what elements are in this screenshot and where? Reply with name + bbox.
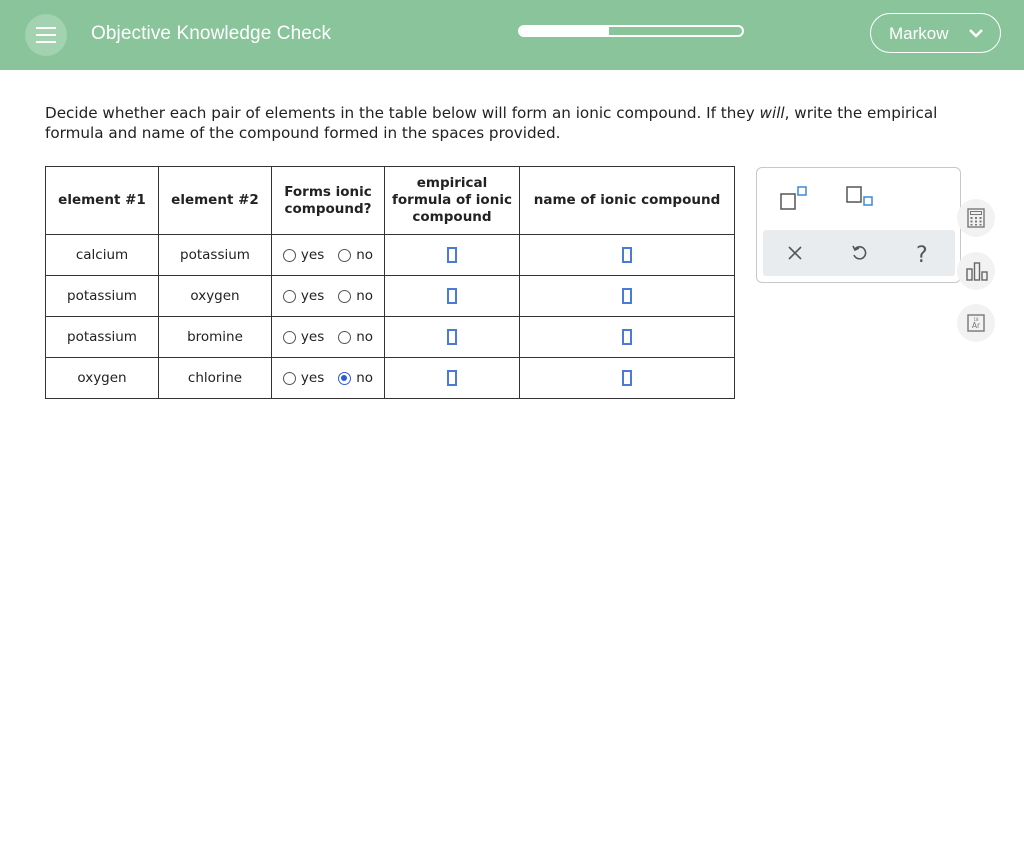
header-forms-line1: Forms ionic (284, 183, 372, 200)
yes-label[interactable]: yes (300, 247, 325, 263)
header-forms-line2: compound? (284, 200, 372, 217)
periodic-number: 18 (973, 317, 979, 322)
formula-cell (385, 235, 520, 276)
table-row (46, 276, 735, 317)
superscript-icon[interactable] (779, 186, 811, 212)
answer-table (45, 166, 735, 399)
forms-ionic-cell (272, 276, 385, 317)
element-1-cell: calcium (46, 235, 159, 276)
header-empirical-formula (385, 167, 520, 235)
yes-label[interactable]: yes (300, 288, 325, 304)
instructions-emphasis: will (759, 104, 785, 122)
question-instructions (45, 104, 990, 143)
compound-name-cell (520, 276, 735, 317)
formula-input[interactable] (447, 247, 457, 263)
answer-tools-palette (756, 167, 961, 283)
header-element-2: element #2 (159, 167, 272, 235)
formula-cell (385, 317, 520, 358)
compound-name-input[interactable] (622, 329, 632, 345)
compound-name-cell (520, 235, 735, 276)
no-radio[interactable] (338, 331, 351, 344)
progress-fill (520, 27, 609, 35)
help-icon (913, 243, 933, 267)
header-element-1: element #1 (46, 167, 159, 235)
clear-icon (785, 243, 805, 263)
hamburger-icon-line (36, 41, 56, 43)
compound-name-input[interactable] (622, 288, 632, 304)
yes-label[interactable]: yes (300, 370, 325, 386)
hamburger-icon-line (36, 27, 56, 29)
header-forms-ionic (272, 167, 385, 235)
periodic-table-button[interactable] (957, 304, 995, 342)
bar-chart-icon (966, 261, 988, 281)
yes-radio[interactable] (283, 372, 296, 385)
no-radio[interactable] (338, 290, 351, 303)
table-row (46, 317, 735, 358)
no-radio[interactable] (338, 249, 351, 262)
subscript-icon[interactable] (845, 186, 877, 212)
no-label[interactable]: no (356, 329, 374, 345)
element-2-cell: potassium (159, 235, 272, 276)
formula-input[interactable] (447, 329, 457, 345)
header-compound-name: name of ionic compound (520, 167, 735, 235)
element-2-cell: oxygen (159, 276, 272, 317)
chevron-down-icon (968, 28, 984, 39)
header-formula-line3: compound (412, 209, 492, 225)
element-1-cell: potassium (46, 276, 159, 317)
instructions-text: Decide whether each pair of elements in the table below will form an ionic compound. If they (45, 104, 760, 122)
calculator-icon (966, 208, 986, 228)
no-label[interactable]: no (356, 288, 374, 304)
user-name: Markow (889, 24, 949, 43)
progress-bar (518, 25, 744, 37)
palette-actions (763, 230, 955, 276)
yes-radio[interactable] (283, 290, 296, 303)
compound-name-input[interactable] (622, 370, 632, 386)
user-menu-button[interactable] (870, 13, 1001, 53)
compound-name-input[interactable] (622, 247, 632, 263)
help-button[interactable] (903, 230, 943, 276)
top-bar (0, 0, 1024, 70)
formula-input[interactable] (447, 288, 457, 304)
instructions-text-end: , write the empirical formula and name of the compound formed in the spaces provided. (45, 104, 938, 142)
periodic-table-icon (966, 313, 986, 333)
forms-ionic-cell (272, 317, 385, 358)
compound-name-cell (520, 317, 735, 358)
table-row (46, 235, 735, 276)
table-row (46, 358, 735, 399)
periodic-symbol: Ar (971, 321, 981, 330)
element-1-cell: oxygen (46, 358, 159, 399)
undo-icon (849, 243, 869, 263)
header-formula-line2: formula of ionic (392, 192, 512, 208)
element-1-cell: potassium (46, 317, 159, 358)
table-body (46, 235, 735, 399)
no-radio[interactable] (338, 372, 351, 385)
app-title: Objective Knowledge Check (91, 23, 332, 44)
calculator-button[interactable] (957, 199, 995, 237)
menu-button[interactable] (25, 14, 67, 56)
header-formula-line1: empirical (416, 175, 488, 191)
formula-input[interactable] (447, 370, 457, 386)
forms-ionic-cell (272, 358, 385, 399)
formula-cell (385, 276, 520, 317)
yes-radio[interactable] (283, 331, 296, 344)
no-label[interactable]: no (356, 370, 374, 386)
hamburger-icon-line (36, 34, 56, 36)
element-2-cell: chlorine (159, 358, 272, 399)
table-header-row (46, 167, 735, 235)
clear-button[interactable] (775, 230, 815, 276)
element-2-cell: bromine (159, 317, 272, 358)
yes-radio[interactable] (283, 249, 296, 262)
compound-name-cell (520, 358, 735, 399)
no-label[interactable]: no (356, 247, 374, 263)
formula-cell (385, 358, 520, 399)
yes-label[interactable]: yes (300, 329, 325, 345)
data-chart-button[interactable] (957, 252, 995, 290)
forms-ionic-cell (272, 235, 385, 276)
svg-text:?: ? (916, 243, 928, 267)
undo-button[interactable] (839, 230, 879, 276)
